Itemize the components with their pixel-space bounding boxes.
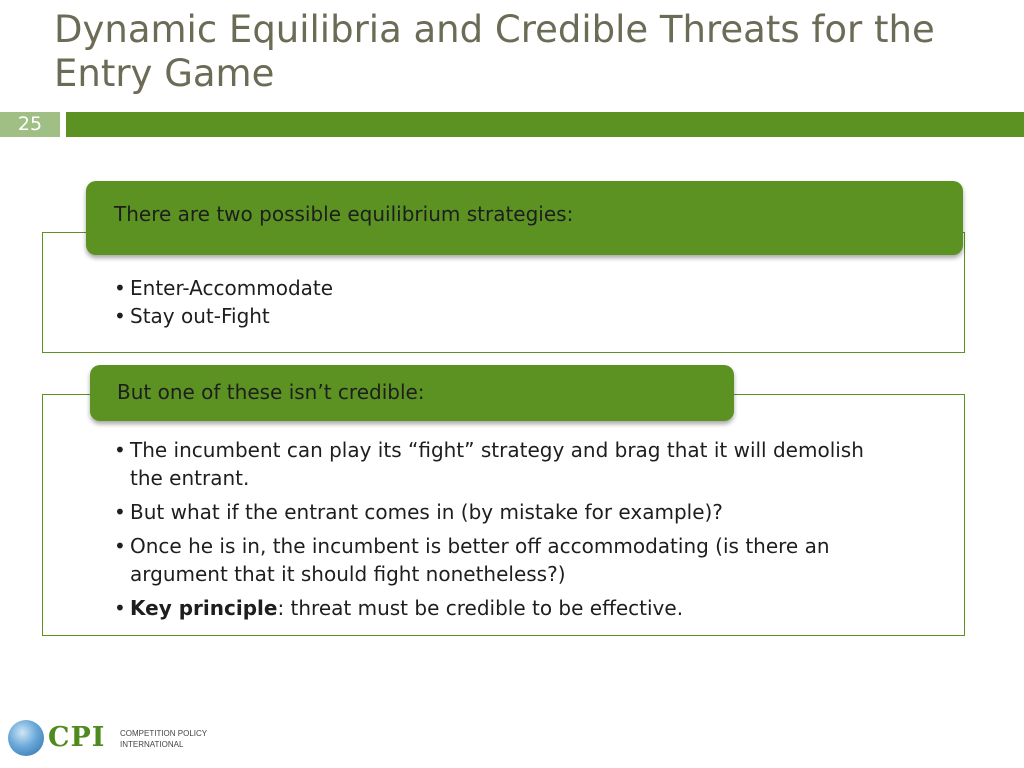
equilibria-header <box>86 181 963 255</box>
list-item: • Enter-Accommodate <box>112 274 912 302</box>
logo-subtitle-line2: INTERNATIONAL <box>120 740 184 749</box>
key-principle-label: Key principle <box>130 596 278 620</box>
slide-title: Dynamic Equilibria and Credible Threats for the Entry Game <box>54 8 935 95</box>
list-item: • Stay out-Fight <box>112 302 912 330</box>
list-item: • The incumbent can play its “fight” strategy and brag that it will demolish the entrant. <box>112 436 902 492</box>
logo-text: CPI <box>48 722 106 753</box>
credibility-header-text: But one of these isn’t credible: <box>117 380 425 404</box>
list-item: • But what if the entrant comes in (by mistake for example)? <box>112 498 902 526</box>
equilibria-list <box>112 274 912 330</box>
equilibria-header-text: There are two possible equilibrium strategies: <box>114 202 574 226</box>
cpi-logo <box>8 718 228 762</box>
credibility-header <box>90 365 734 421</box>
logo-subtitle <box>120 728 207 750</box>
credibility-list <box>112 436 902 622</box>
list-item-key-principle <box>112 594 902 622</box>
list-item: • Once he is in, the incumbent is better off accommodating (is there an argument that it should fight nonetheless?) <box>112 532 902 588</box>
title-accent-bar <box>66 112 1024 137</box>
key-principle-text: : threat must be credible to be effective. <box>277 596 684 620</box>
logo-subtitle-line1: COMPETITION POLICY <box>120 729 208 738</box>
slide-number: 25 <box>0 112 60 137</box>
globe-icon <box>8 720 44 756</box>
